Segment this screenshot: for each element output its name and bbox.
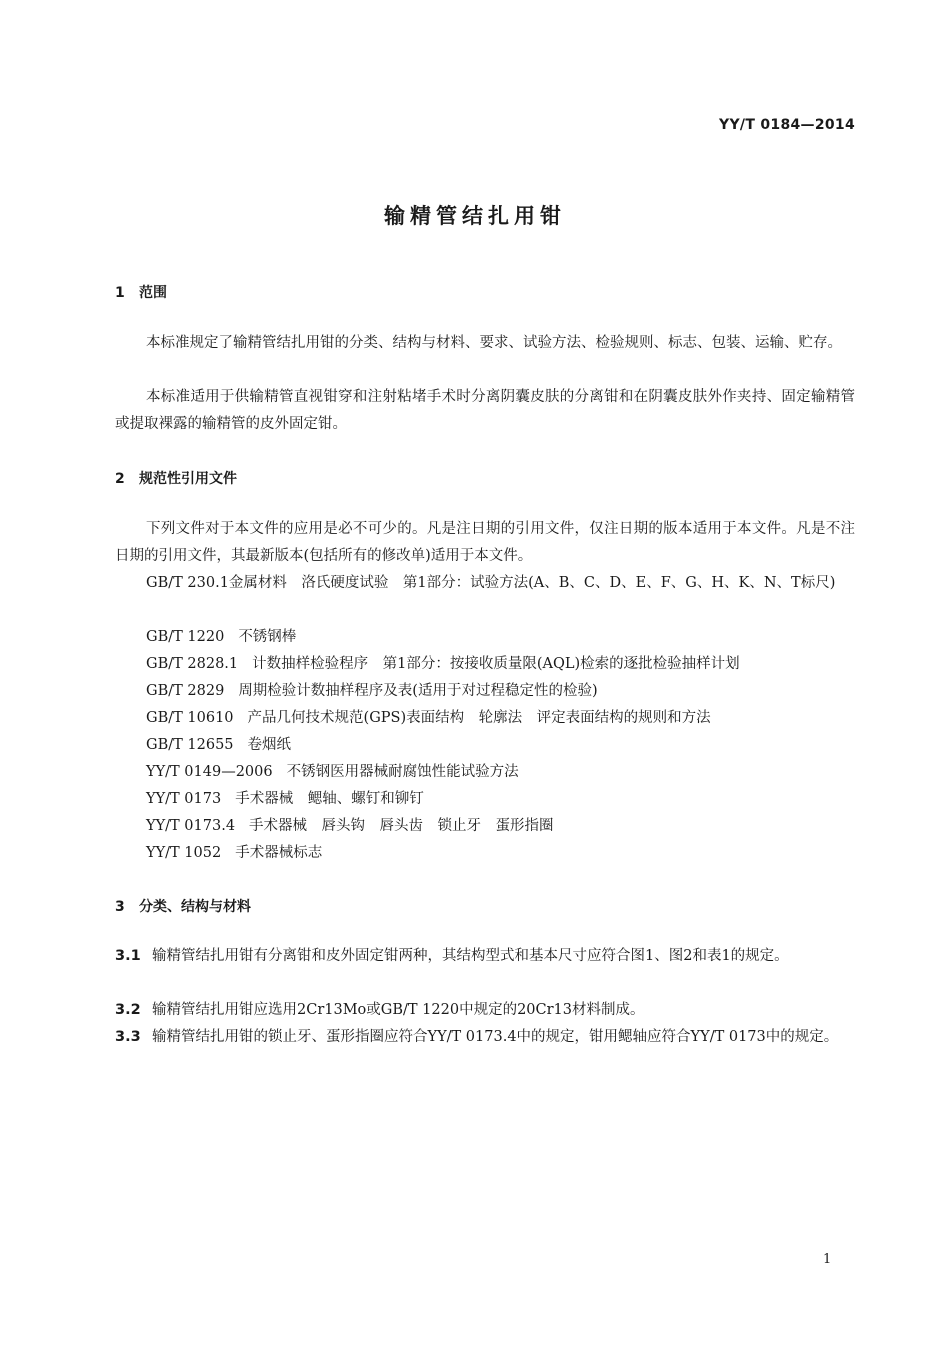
reference-title: 手术器械 唇头钩 唇头齿 锁止牙 蛋形指圈 — [249, 818, 554, 834]
reference-title: 不锈钢医用器械耐腐蚀性能试验方法 — [286, 764, 519, 780]
clause — [115, 1024, 855, 1051]
reference-item — [146, 732, 291, 759]
clause — [115, 997, 855, 1024]
reference-item — [146, 678, 598, 705]
clause-text: 输精管结扎用钳有分离钳和皮外固定钳两种，其结构型式和基本尺寸应符合图1、图2和表1的规定。 — [152, 948, 789, 964]
reference-item — [146, 759, 519, 786]
paragraph: 本标准规定了输精管结扎用钳的分类、结构与材料、要求、试验方法、检验规则、标志、包装、运输、贮存。 — [146, 335, 842, 351]
reference-title: 计数抽样检验程序 第1部分：按接收质量限(AQL)检索的逐批检验抽样计划 — [252, 656, 740, 672]
reference-code: GB/T 2829 — [146, 683, 225, 699]
page-number: 1 — [823, 1252, 832, 1267]
section-title: 规范性引用文件 — [139, 471, 237, 487]
document-title: 输精管结扎用钳 — [384, 204, 566, 228]
section-number: 3 — [115, 899, 125, 915]
reference-title: 手术器械 鳃轴、螺钉和铆钉 — [235, 791, 424, 807]
section-title: 分类、结构与材料 — [139, 899, 251, 915]
clause-number: 3.1 — [115, 948, 141, 964]
reference-title: 金属材料 洛氏硬度试验 第1部分：试验方法(A、B、C、D、E、F、G、H、K、N、T标尺) — [228, 575, 836, 591]
reference-code: YY/T 0173.4 — [146, 818, 236, 834]
reference-code: GB/T 230.1 — [146, 575, 229, 591]
reference-code: YY/T 0173 — [146, 791, 222, 807]
reference-title: 不锈钢棒 — [238, 629, 297, 645]
clause — [115, 943, 855, 970]
reference-code: GB/T 2828.1 — [146, 656, 239, 672]
reference-item — [146, 840, 322, 867]
reference-code: GB/T 1220 — [146, 629, 225, 645]
reference-item — [146, 813, 554, 840]
section-heading-normative-references — [115, 468, 237, 488]
clause-text: 输精管结扎用钳的锁止牙、蛋形指圈应符合YY/T 0173.4中的规定，钳用鳃轴应符合YY/T 0173中的规定。 — [152, 1029, 839, 1045]
clause-number: 3.2 — [115, 1002, 141, 1018]
section-number: 2 — [115, 471, 125, 487]
paragraph: 下列文件对于本文件的应用是必不可少的。凡是注日期的引用文件，仅注日期的版本适用于本文件。凡是不注日期的引用文件，其最新版本(包括所有的修改单)适用于本文件。 — [115, 521, 855, 564]
reference-item — [146, 651, 740, 678]
reference-item — [146, 705, 711, 732]
section-heading-scope — [115, 282, 167, 302]
section-heading-classification — [115, 896, 251, 916]
reference-title: 产品几何技术规范(GPS)表面结构 轮廓法 评定表面结构的规则和方法 — [247, 710, 711, 726]
reference-code: GB/T 12655 — [146, 737, 234, 753]
clause-number: 3.3 — [115, 1029, 141, 1045]
reference-code: YY/T 1052 — [146, 845, 222, 861]
reference-code: GB/T 10610 — [146, 710, 234, 726]
section-title: 范围 — [139, 285, 167, 301]
reference-item — [146, 786, 424, 813]
reference-title: 卷烟纸 — [247, 737, 292, 753]
clause-text: 输精管结扎用钳应选用2Cr13Mo或GB/T 1220中规定的20Cr13材料制成。 — [152, 1002, 645, 1018]
reference-code: YY/T 0149—2006 — [146, 764, 273, 780]
section-number: 1 — [115, 285, 125, 301]
standard-number: YY/T 0184—2014 — [719, 117, 855, 133]
reference-title: 周期检验计数抽样程序及表(适用于对过程稳定性的检验) — [238, 683, 598, 699]
reference-item — [146, 624, 296, 651]
paragraph: 本标准适用于供输精管直视钳穿和注射粘堵手术时分离阴囊皮肤的分离钳和在阴囊皮肤外作夹持、固定输精管或提取裸露的输精管的皮外固定钳。 — [115, 389, 855, 432]
reference-title: 手术器械标志 — [235, 845, 323, 861]
reference-item — [115, 570, 855, 597]
